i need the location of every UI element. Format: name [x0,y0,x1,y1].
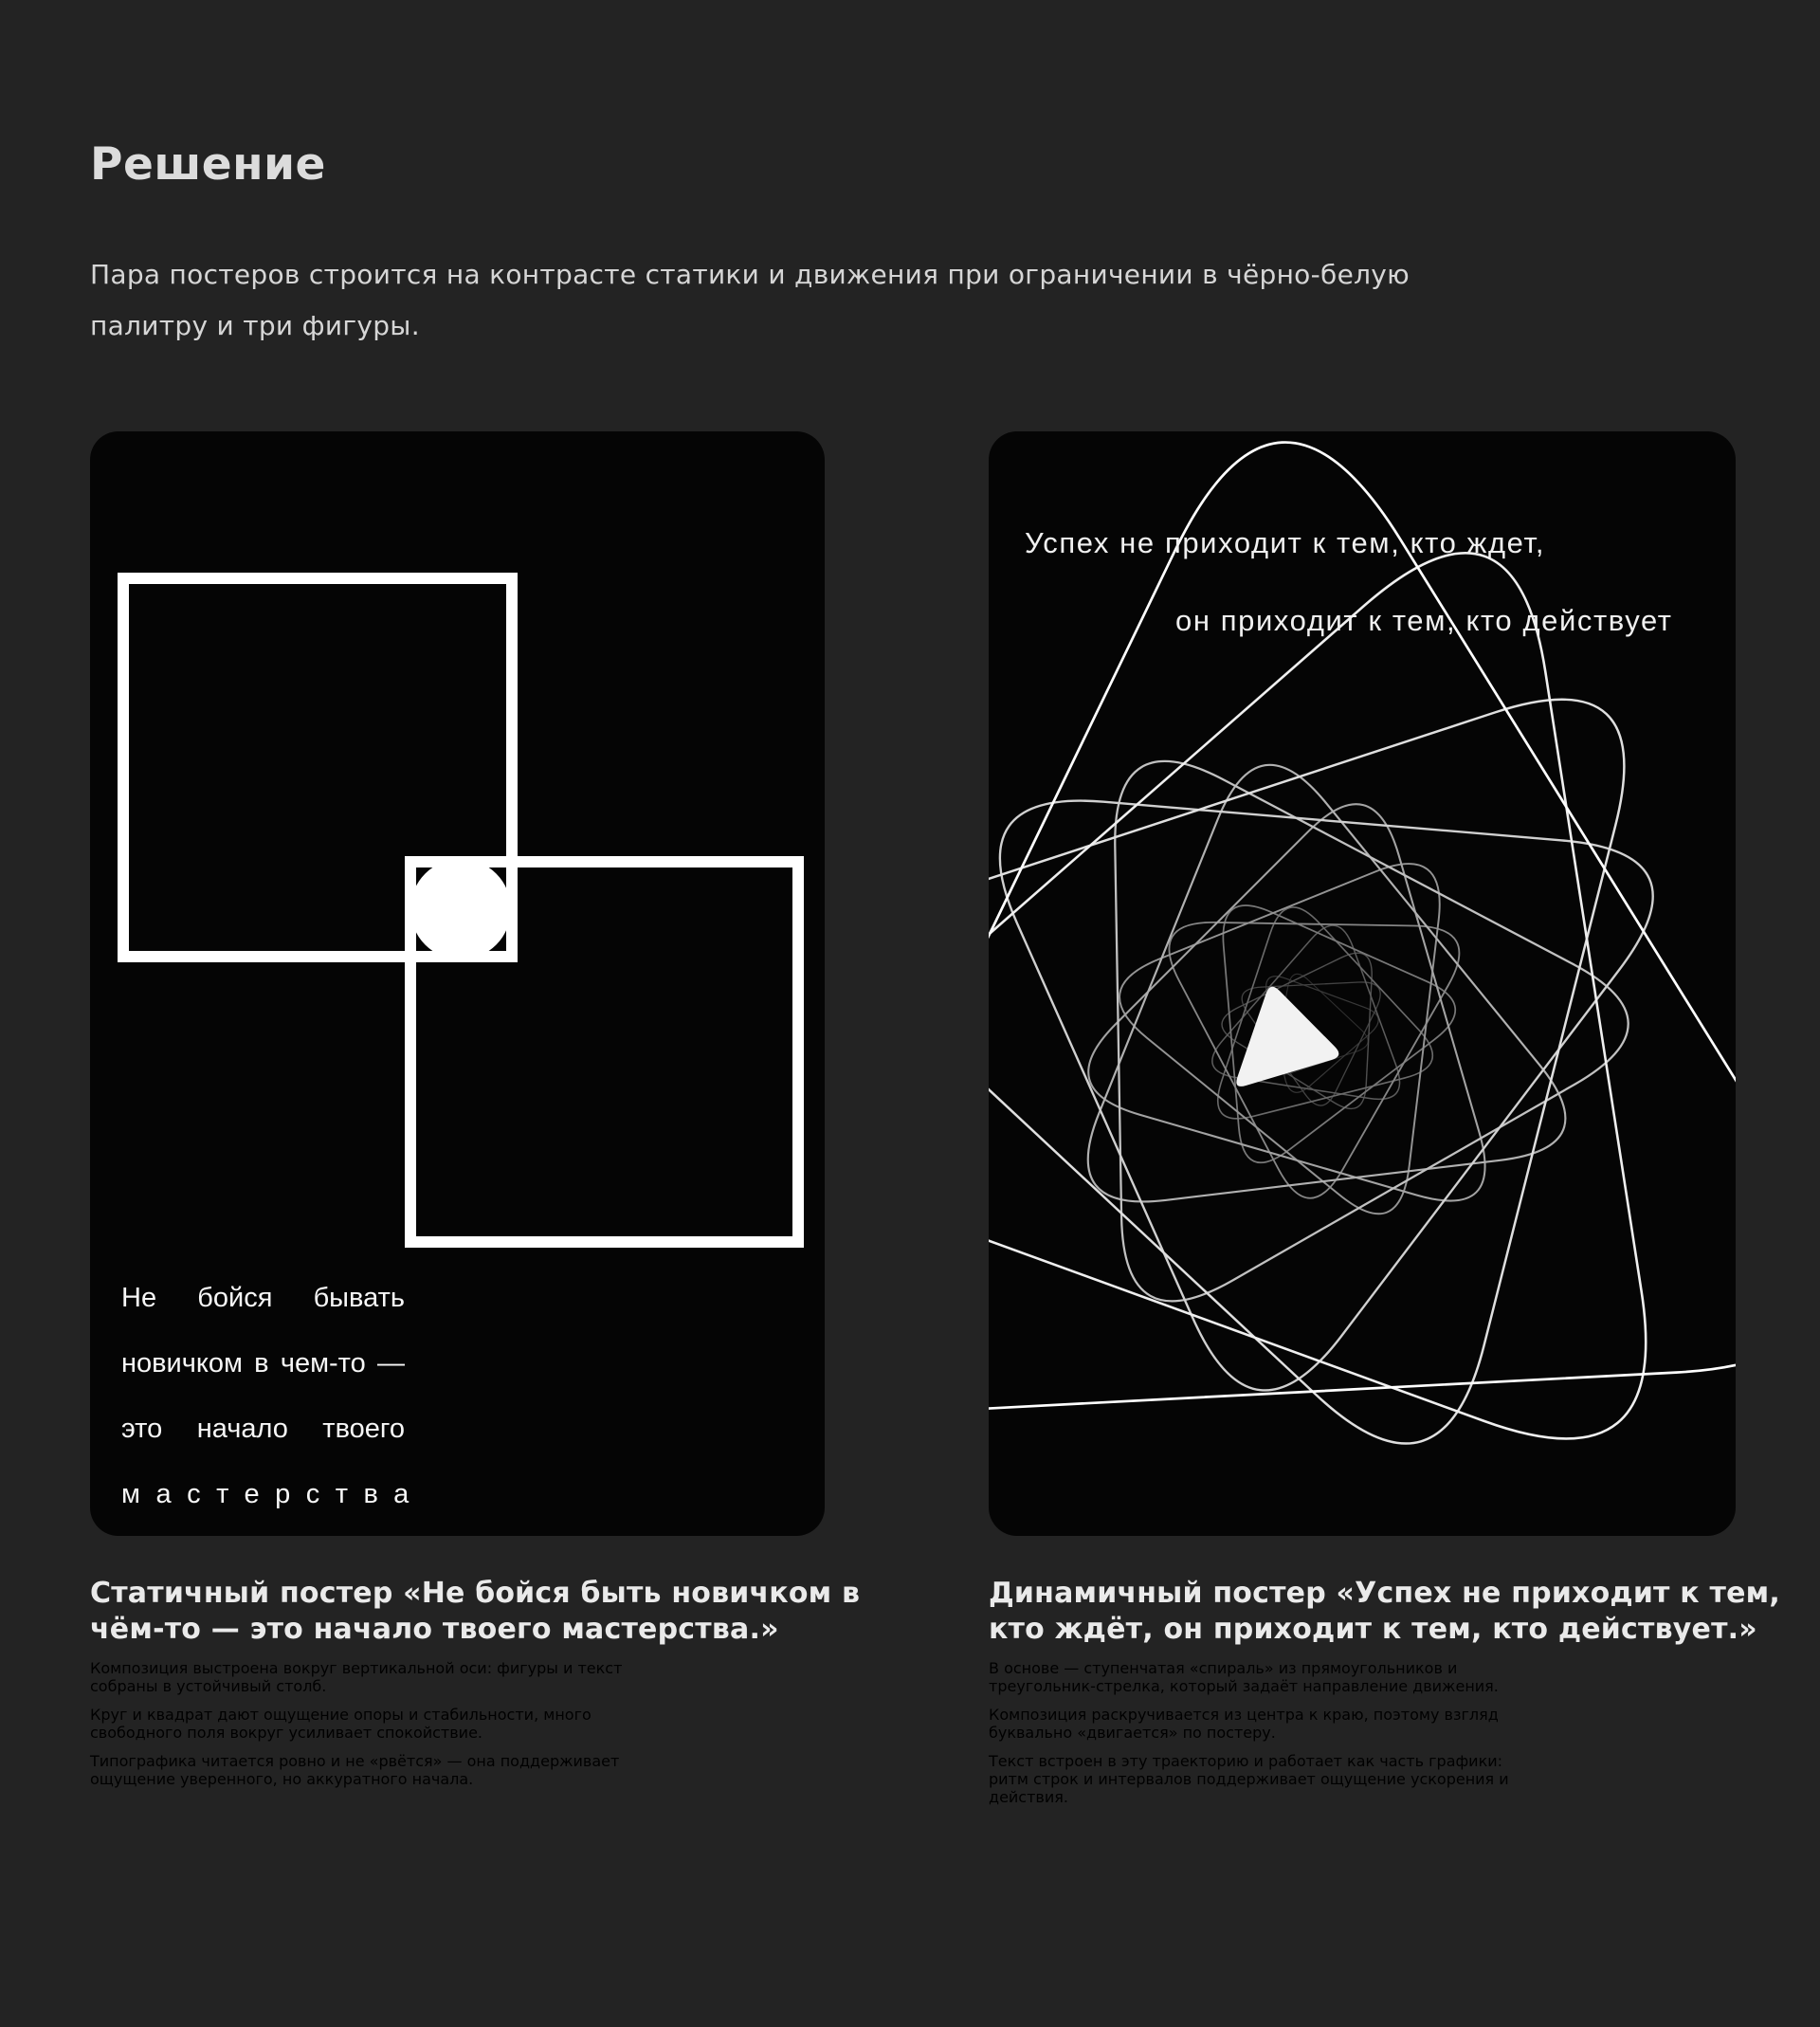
static-poster-quote-line: новичком в чем-то — [121,1348,405,1379]
static-poster-quote [121,1283,425,1509]
dynamic-poster-caption [989,1576,1780,1817]
caption-line: ощущение уверенного, но аккуратного начала. [90,1770,474,1788]
caption-line: свободного поля вокруг усиливает спокойствие. [90,1724,482,1742]
spiral-shape [1218,907,1433,1119]
caption-heading-line: Статичный постер «Не бойся быть новичком в [90,1577,861,1610]
spiral-rectangles-graphic [989,431,1736,1536]
caption-line: действия. [989,1788,1068,1806]
caption-heading-line: чём-то — это начало твоего мастерства.» [90,1613,779,1646]
caption-line: Текст встроен в эту траекторию и работает как часть графики: [989,1752,1503,1770]
dynamic-poster-quote-line-1: Успех не приходит к тем, кто ждет, [1025,526,1546,559]
caption-heading-line: Динамичный постер «Успех не приходит к тем, [989,1577,1780,1610]
static-caption-heading [90,1576,861,1648]
caption-line: буквально «двигается» по постеру. [989,1724,1276,1742]
intro-line: палитру и три фигуры. [90,310,420,341]
caption-line: треугольник-стрелка, который задаёт направление движения. [989,1677,1499,1695]
caption-heading-line: кто ждёт, он приходит к тем, кто действует.» [989,1613,1757,1646]
static-poster-caption [90,1576,861,1817]
caption-line: Композиция раскручивается из центра к краю, поэтому взгляд [989,1706,1499,1724]
static-poster-quote-line: мастерства [121,1479,425,1509]
intro-line: Пара постеров строится на контрасте статики и движения при ограничении в чёрно-белую [90,259,1410,290]
spiral-shape [989,553,1646,1438]
dynamic-poster-card [989,431,1736,1536]
caption-line: Типографика читается ровно и не «рвётся» — она поддерживает [90,1752,620,1770]
spiral-shape [1115,761,1628,1301]
static-poster-quote-line: это начало твоего [121,1414,405,1444]
section-title: Решение [90,138,326,191]
caption-line: В основе — ступенчатая «спираль» из прямоугольников и [989,1659,1458,1677]
caption-line: ритм строк и интервалов поддерживает ощущение ускорения и [989,1770,1509,1788]
captions-row [90,1576,1780,1817]
posters-row [90,431,1738,1536]
static-poster-circle [410,859,511,959]
dynamic-poster-quote-line-2: он приходит к тем, кто действует [1175,604,1673,637]
caption-line: Композиция выстроена вокруг вертикальной оси: фигуры и текст [90,1659,623,1677]
intro-paragraph [90,249,1738,352]
static-poster-card [90,431,825,1536]
caption-line: собраны в устойчивый столб. [90,1677,327,1695]
dynamic-caption-heading [989,1576,1780,1648]
caption-line: Круг и квадрат дают ощущение опоры и стабильности, много [90,1706,592,1724]
static-poster-quote-line: Не бойся бывать [121,1283,405,1313]
